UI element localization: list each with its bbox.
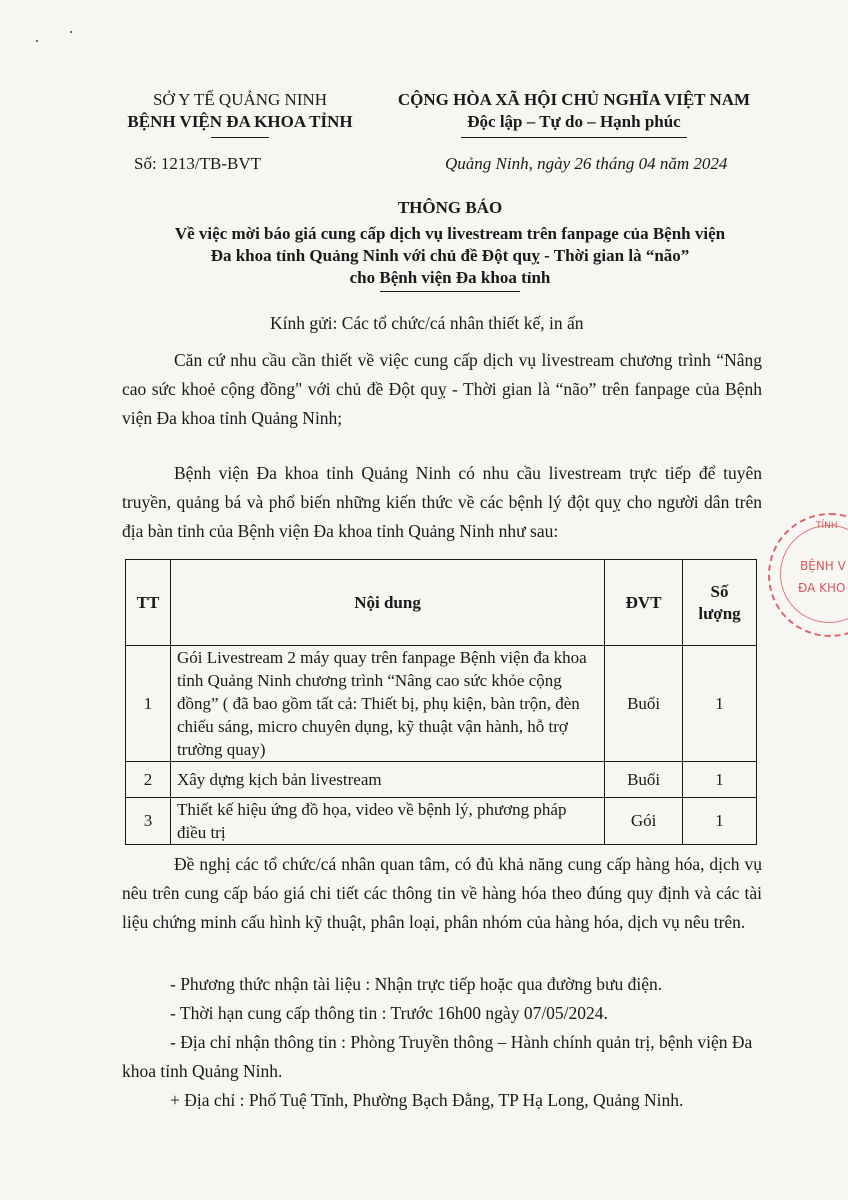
instruction-list xyxy=(122,970,762,1115)
hospital-name: BỆNH VIỆN ĐA KHOA TỈNH xyxy=(127,112,353,131)
subject-line: cho Bệnh viện Đa khoa tỉnh xyxy=(349,268,551,287)
subject-line: Đa khoa tỉnh Quảng Ninh với chủ đề Đột quỵ - Thời gian là “não” xyxy=(210,246,690,265)
subject-line: Về việc mời báo giá cung cấp dịch vụ livestream trên fanpage của Bệnh viện xyxy=(174,224,726,243)
ministry-name: SỞ Y TẾ QUẢNG NINH xyxy=(152,90,328,109)
header-tt: TT xyxy=(126,560,171,646)
row-number: 3 xyxy=(126,798,171,845)
official-seal xyxy=(768,513,848,637)
list-item: - Thời hạn cung cấp thông tin : Trước 16h00 ngày 07/05/2024. xyxy=(170,1003,608,1023)
seal-text: TỈNH xyxy=(816,521,838,531)
table-row xyxy=(126,762,757,798)
country-name: CỘNG HÒA XÃ HỘI CHỦ NGHĨA VIỆT NAM xyxy=(397,90,751,109)
row-number: 1 xyxy=(126,646,171,762)
issuing-authority xyxy=(95,89,385,133)
row-unit: Buổi xyxy=(605,646,683,762)
table-header-row xyxy=(126,560,757,646)
national-motto xyxy=(378,89,770,133)
document-title: THÔNG BÁO xyxy=(397,198,503,217)
list-item: - Phương thức nhận tài liệu : Nhận trực tiếp hoặc qua đường bưu điện. xyxy=(170,974,663,994)
header-quantity: Số lượng xyxy=(683,560,757,646)
motto: Độc lập – Tự do – Hạnh phúc xyxy=(467,112,681,131)
seal-inner-ring xyxy=(780,525,848,623)
scan-speck xyxy=(70,31,72,33)
service-table xyxy=(125,559,757,845)
row-quantity: 1 xyxy=(683,762,757,798)
recipient-line: Kính gửi: Các tổ chức/cá nhân thiết kế, in ấn xyxy=(270,313,584,333)
header-content: Nội dung xyxy=(170,560,604,646)
row-content: Thiết kế hiệu ứng đồ họa, video về bệnh lý, phương pháp điều trị xyxy=(170,798,604,845)
paragraph-basis: Căn cứ nhu cầu cần thiết về việc cung cấp dịch vụ livestream chương trình “Nâng cao sức khoẻ cộng đồng" với chủ đề Đột quỵ - Thời gian là “não” trên fanpage của Bệnh viện Đa khoa tỉnh Quảng Ninh; xyxy=(122,350,762,428)
document-date: Quảng Ninh, ngày 26 tháng 04 năm 2024 xyxy=(445,154,728,173)
row-number: 2 xyxy=(126,762,171,798)
row-quantity: 1 xyxy=(683,646,757,762)
list-item: + Địa chỉ : Phố Tuệ Tĩnh, Phường Bạch Đằng, TP Hạ Long, Quảng Ninh. xyxy=(170,1090,684,1110)
motto-underline xyxy=(461,137,687,138)
table-row xyxy=(126,646,757,762)
header-unit: ĐVT xyxy=(605,560,683,646)
list-item: - Địa chỉ nhận thông tin : Phòng Truyền thông – Hành chính quản trị, bệnh viện Đa khoa tỉnh Quảng Ninh. xyxy=(122,1032,753,1081)
row-content: Gói Livestream 2 máy quay trên fanpage Bệnh viện đa khoa tỉnh Quảng Ninh chương trình “Nâng cao sức khỏe cộng đồng” ( đã bao gồm tất cả: Thiết bị, phụ kiện, bàn trộn, đèn chiếu sáng, micro chuyên dụng, kỹ thuật vận hành, hỗ trợ trường quay) xyxy=(170,646,604,762)
row-unit: Buổi xyxy=(605,762,683,798)
header-underline xyxy=(211,137,269,138)
seal-text: BỆNH V xyxy=(800,559,846,573)
seal-text: ĐA KHO xyxy=(798,581,846,595)
paragraph-request: Đề nghị các tổ chức/cá nhân quan tâm, có đủ khả năng cung cấp hàng hóa, dịch vụ nêu trên cung cấp báo giá chi tiết các thông tin về hàng hóa theo đúng quy định và các tài liệu chứng minh cấu hình kỹ thuật, phân loại, phân nhóm của hàng hóa, dịch vụ nêu trên. xyxy=(122,854,762,932)
paragraph-need: Bệnh viện Đa khoa tỉnh Quảng Ninh có nhu cầu livestream trực tiếp để tuyên truyền, quảng bá và phổ biến những kiến thức về các bệnh lý đột quỵ cho người dân trên địa bàn tỉnh của Bệnh viện Đa khoa tỉnh Quảng Ninh như sau: xyxy=(122,463,762,541)
row-content: Xây dựng kịch bản livestream xyxy=(170,762,604,798)
row-quantity: 1 xyxy=(683,798,757,845)
subject-underline xyxy=(380,291,520,292)
document-number: Số: 1213/TB-BVT xyxy=(134,154,262,173)
table-row xyxy=(126,798,757,845)
scan-speck xyxy=(36,40,38,42)
row-unit: Gói xyxy=(605,798,683,845)
document-subject xyxy=(115,223,785,292)
